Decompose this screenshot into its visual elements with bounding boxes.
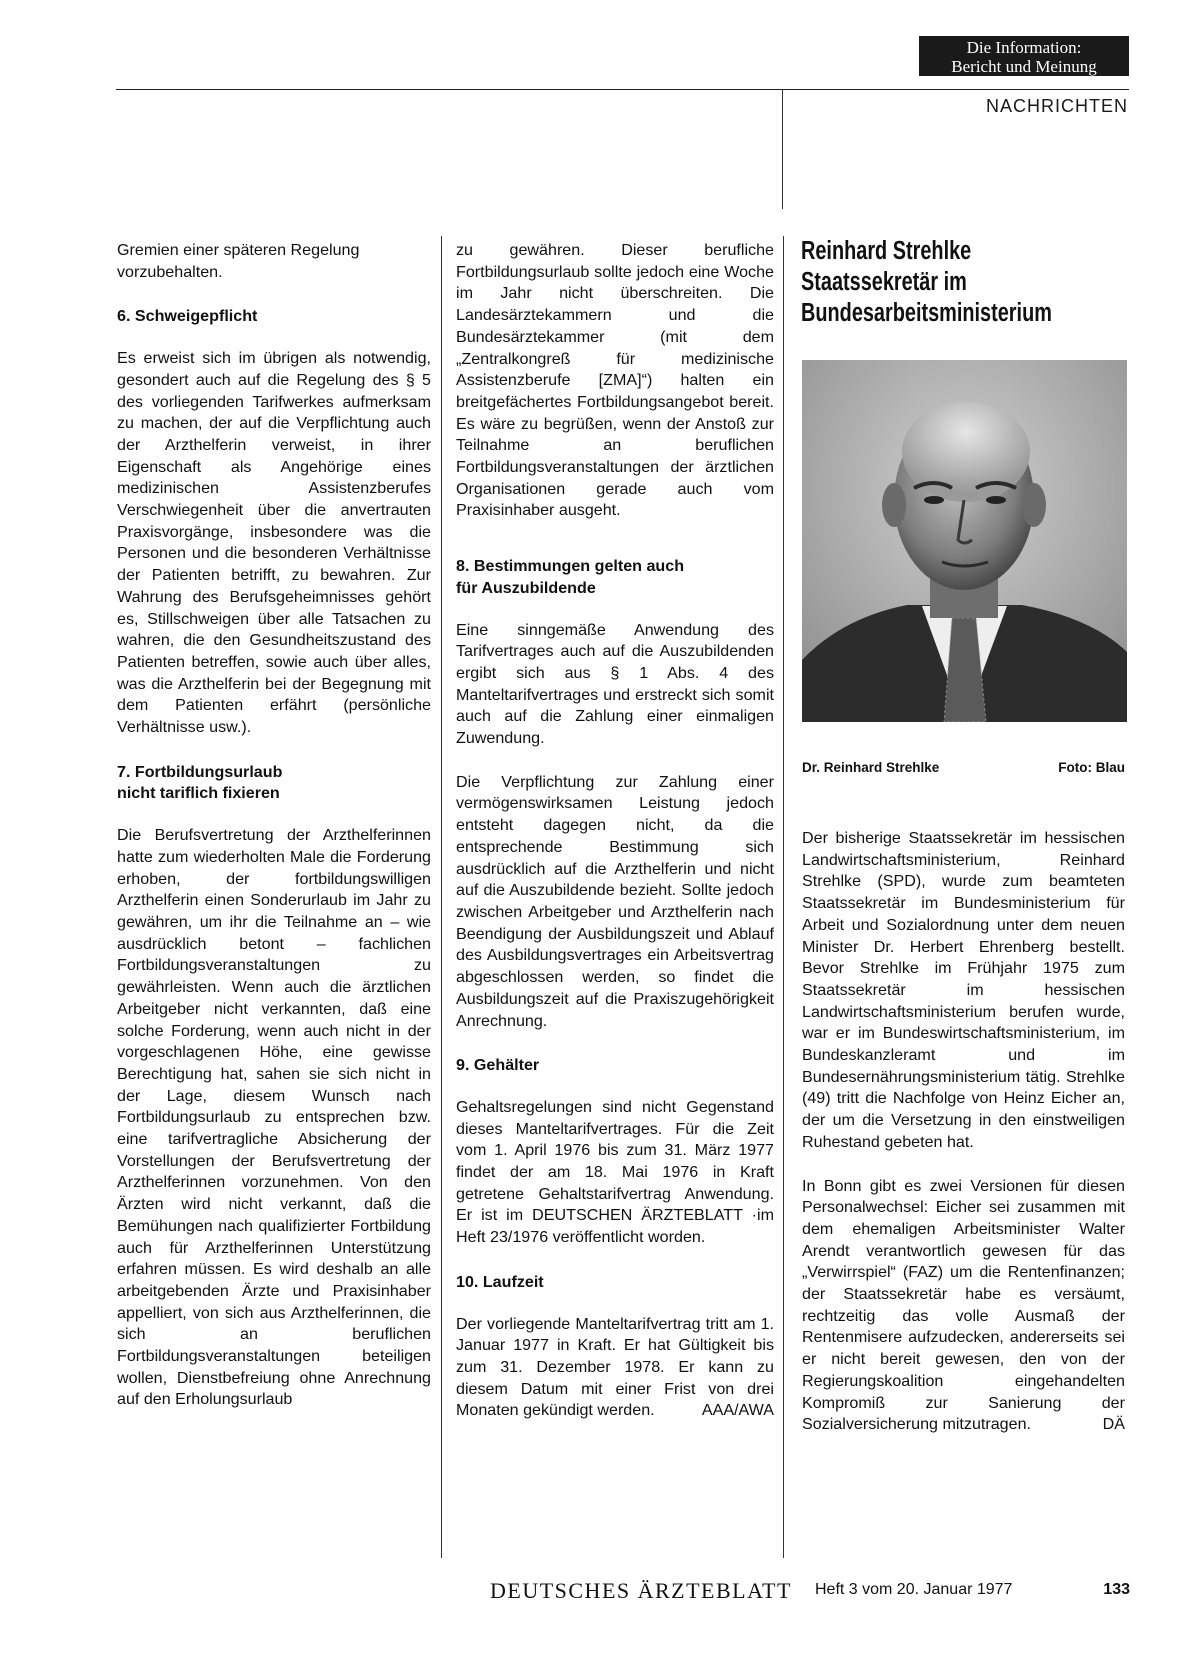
paragraph: Die Berufsvertretung der Arzthelferinnen hatte zum wiederholten Male die Forderung erhoben, der fortbildungswilligen Arzthelferin einen Sonderurlaub im Jahr zu gewähren, um ihr die Teilnahme an – wie ausdrücklich betont – fachlichen Fortbildungsveranstaltungen zu gewährleisten. Wenn auch die ärztlichen Arbeitgeber nicht verkannten, daß eine solche Forderung, wenn auch nicht in der vorgeschlagenen Höhe, eine gewisse Berechtigung hat, sahen sie sich nicht in der Lage, diesem Wunsch nach Fortbildungsurlaub zu entsprechen bzw. eine tarifvertragliche Absicherung der Vorstellungen der Berufsvertretung der Arzthelferinnen vorzunehmen. Von den Ärzten wird nicht verkannt, daß die Bemühungen nach qualifizierter Fortbildung auch für Arzthelferinnen Unterstützung erfahren müssen. Es wird deshalb an alle arbeitgebenden Ärzte und Praxisinhaber appelliert, von sich aus Arzthelferinnen, die sich an beruflichen Fortbildungsveranstaltungen beteiligen wollen, Dienstbefreiung ohne Anrechnung auf den Erholungsurlaub	[117, 826, 431, 1409]
author-sign: DÄ	[1102, 1415, 1125, 1434]
heading-line: nicht tariflich fixieren	[117, 784, 280, 803]
section-heading-7	[117, 762, 431, 805]
photo-credit: Foto: Blau	[1058, 760, 1125, 775]
header-box-line2: Bericht und Meinung	[951, 57, 1097, 76]
photo-caption	[802, 760, 1125, 775]
paragraph: zu gewähren. Dieser berufliche Fortbildungsurlaub sollte jedoch eine Woche im Jahr nicht überschreiten. Die Landesärztekammern und die Bundesärztekammer (mit dem „Zentralkongreß für medizinische Assistenzberufe [ZMA]“) halten ein breitgefächertes Fortbildungsangebot bereit. Es wäre zu begrüßen, wenn der Anstoß zur Teilnahme an beruflichen Fortbildungsveranstaltungen der ärztlichen Organisationen gerade auch vom Praxisinhaber ausgeht.	[456, 241, 774, 520]
paragraph: Der bisherige Staatssekretär im hessischen Landwirtschaftsministerium, Reinhard Strehlke (SPD), wurde zum beamteten Staatssekretär im Bundesministerium für Arbeit und Sozialordnung unter dem neuen Minister Dr. Herbert Ehrenberg bestellt. Bevor Strehlke im Frühjahr 1975 zum Staatssekretär im hessischen Landwirtschaftsministerium berufen wurde, war er im Bundeswirtschaftsministerium, im Bundeskanzleramt und im Bundesernährungsministerium tätig. Strehlke (49) tritt die Nachfolge von Heinz Eicher an, der um die Versetzung in den einstweiligen Ruhestand gebeten hat.	[802, 829, 1125, 1151]
column-rule-left	[441, 236, 442, 1558]
section-heading-8	[456, 556, 774, 599]
news-headline	[801, 236, 1058, 329]
paragraph: Eine sinngemäße Anwendung des Tarifvertrages auch auf die Auszubildenden ergibt sich aus § 1 Abs. 4 des Manteltarifvertrages und erstreckt sich somit auch auf die Zahlung einer einmaligen Zuwendung.	[456, 620, 774, 748]
heading-line: für Auszubildende	[456, 578, 596, 597]
page-footer	[490, 1578, 1130, 1608]
top-rule	[116, 89, 1129, 90]
journal-name: DEUTSCHES ÄRZTEBLATT	[490, 1578, 792, 1603]
author-sign: AAA/AWA	[701, 1401, 774, 1420]
paragraph-text: In Bonn gibt es zwei Versionen für diesen Personalwechsel: Eicher sei zusammen mit dem ehemaligen Arbeitsminister Walter Arendt verantwortlich gewesen für das „Verwirrspiel“ (FAZ) um die Rentenfinanzen; der Staatssekretär habe es versäumt, rechtzeitig das volle Ausmaß der Rentenmisere aufzudecken, andererseits sei er nicht bereit gewesen, den von der Regierungskoalition eingehandelten Kompromiß zur Sanierung der Sozialversicherung mitzutragen.	[802, 1176, 1125, 1434]
article-column-1	[117, 240, 431, 1411]
section-heading-6: 6. Schweigepflicht	[117, 307, 258, 326]
caption-name: Dr. Reinhard Strehlke	[802, 760, 940, 775]
paragraph	[456, 1314, 774, 1423]
column-rule-right	[783, 236, 784, 1558]
header-column-rule	[782, 89, 783, 209]
paragraph: Die Verpflichtung zur Zahlung einer vermögenswirksamen Leistung jedoch entsteht dagegen nicht, da die entsprechende Bestimmung sich ausdrücklich auf die Arzthelferin und nicht auf die Auszubildende bezieht. Sollte jedoch zwischen Arbeitgeber und Arzthelferin nach Beendigung der Ausbildungszeit und Ablauf des Ausbildungsvertrages ein Arbeitsvertrag abgeschlossen werden, so findet die Ausbildungszeit auf die Praxiszugehörigkeit Anrechnung.	[456, 772, 774, 1030]
section-heading-10: 10. Laufzeit	[456, 1272, 544, 1291]
paragraph: Es erweist sich im übrigen als notwendig, gesondert auch auf die Regelung des § 5 des vorliegenden Tarifwerkes aufmerksam zu machen, der auf die Verpflichtung auch der Arzthelferin verweist, in ihrer Eigenschaft als Angehörige eines medizinischen Assistenzberufes Verschwiegenheit über die anvertrauten Praxisvorgänge, insbesondere was die Personen und die besonderen Verhältnisse der Patienten betrifft, zu bewahren. Zur Wahrung des Berufsgeheimnisses gehört es, Stillschweigen über alle Tatsachen zu wahren, die den Gesundheitszustand des Patienten betreffen, sowie auch über alles, was die Arzthelferin bei der Begegnung mit dem Patienten erfährt (persönliche Verhältnisse usw.).	[117, 349, 431, 737]
paragraph: Gremien einer späteren Regelung vorzubehalten.	[117, 241, 360, 281]
section-header-box	[919, 36, 1129, 76]
headline-line: Reinhard Strehlke	[801, 237, 972, 265]
heading-line: 8. Bestimmungen gelten auch	[456, 557, 685, 576]
section-label: NACHRICHTEN	[985, 96, 1128, 116]
section-heading-9: 9. Gehälter	[456, 1056, 540, 1075]
header-box-line1: Die Information:	[966, 38, 1082, 57]
issue-info: Heft 3 vom 20. Januar 1977	[815, 1581, 1013, 1598]
heading-line: 7. Fortbildungsurlaub	[117, 762, 283, 781]
paragraph-text: Der vorliegende Manteltarifvertrag tritt am 1. Januar 1977 in Kraft. Er hat Gültigkeit bis zum 31. Dezember 1978. Er kann zu diesem Datum mit einer Frist von drei Monaten gekündigt werden.	[456, 1314, 774, 1420]
headline-line: Staatssekretär im	[801, 268, 967, 296]
page-number: 133	[1103, 1581, 1130, 1598]
article-column-3	[802, 828, 1125, 1436]
paragraph	[802, 1176, 1125, 1436]
portrait-photo	[802, 360, 1127, 722]
article-column-2	[456, 240, 774, 1422]
paragraph: Gehaltsregelungen sind nicht Gegenstand dieses Manteltarifvertrages. Für die Zeit vom 1. April 1976 bis zum 31. März 1977 findet der am 18. Mai 1976 in Kraft getretene Gehaltstarifvertrag Anwendung. Er ist im DEUTSCHEN ÄRZTEBLATT ·im Heft 23/1976 veröffentlicht worden.	[456, 1097, 774, 1247]
headline-line: Bundesarbeitsministerium	[801, 299, 1052, 327]
